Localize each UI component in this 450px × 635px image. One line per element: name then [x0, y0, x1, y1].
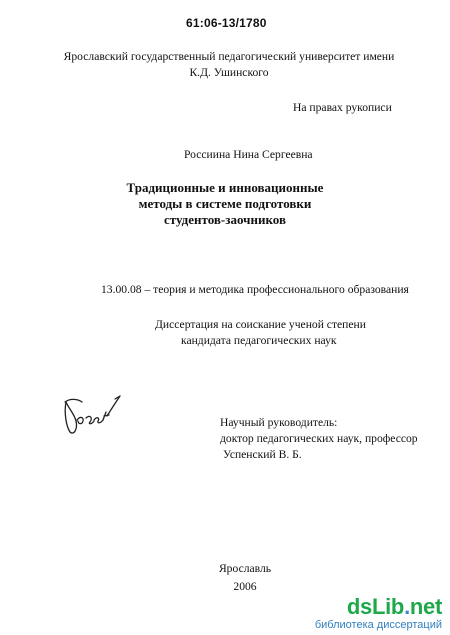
handwritten-signature — [60, 390, 130, 438]
degree-line-1: Диссертация на соискание ученой степени — [155, 318, 366, 331]
specialty-code: 13.00.08 – теория и методика профессионального образования — [101, 283, 409, 296]
header-code: 61:06-13/1780 — [186, 16, 267, 30]
title-line: Традиционные и инновационные — [126, 180, 324, 195]
title-line: студентов-заочников — [164, 212, 286, 227]
title-line: методы в системе подготовки — [138, 196, 312, 211]
degree-line-2: кандидата педагогических наук — [181, 334, 337, 347]
university-line-2: К.Д. Ушинского — [189, 66, 269, 79]
watermark-subtitle: библиотека диссертаций — [314, 619, 442, 631]
watermark-brand-dot: . — [404, 594, 410, 619]
watermark-brand-part1: dsLib — [346, 594, 405, 619]
author-name: Россиина Нина Сергеевна — [184, 148, 313, 161]
dissertation-title — [0, 180, 450, 228]
city: Ярославль — [218, 562, 272, 575]
dslib-watermark — [315, 596, 442, 631]
watermark-brand — [315, 596, 442, 618]
manuscript-rights: На правах рукописи — [293, 101, 392, 114]
watermark-brand-part2: net — [409, 594, 442, 619]
supervisor-name: Успенский В. Б. — [223, 448, 302, 461]
supervisor-degree: доктор педагогических наук, профессор — [220, 432, 418, 445]
year: 2006 — [233, 580, 257, 593]
supervisor-label: Научный руководитель: — [220, 416, 338, 429]
university-line-1: Ярославский государственный педагогический университет имени — [63, 50, 395, 63]
